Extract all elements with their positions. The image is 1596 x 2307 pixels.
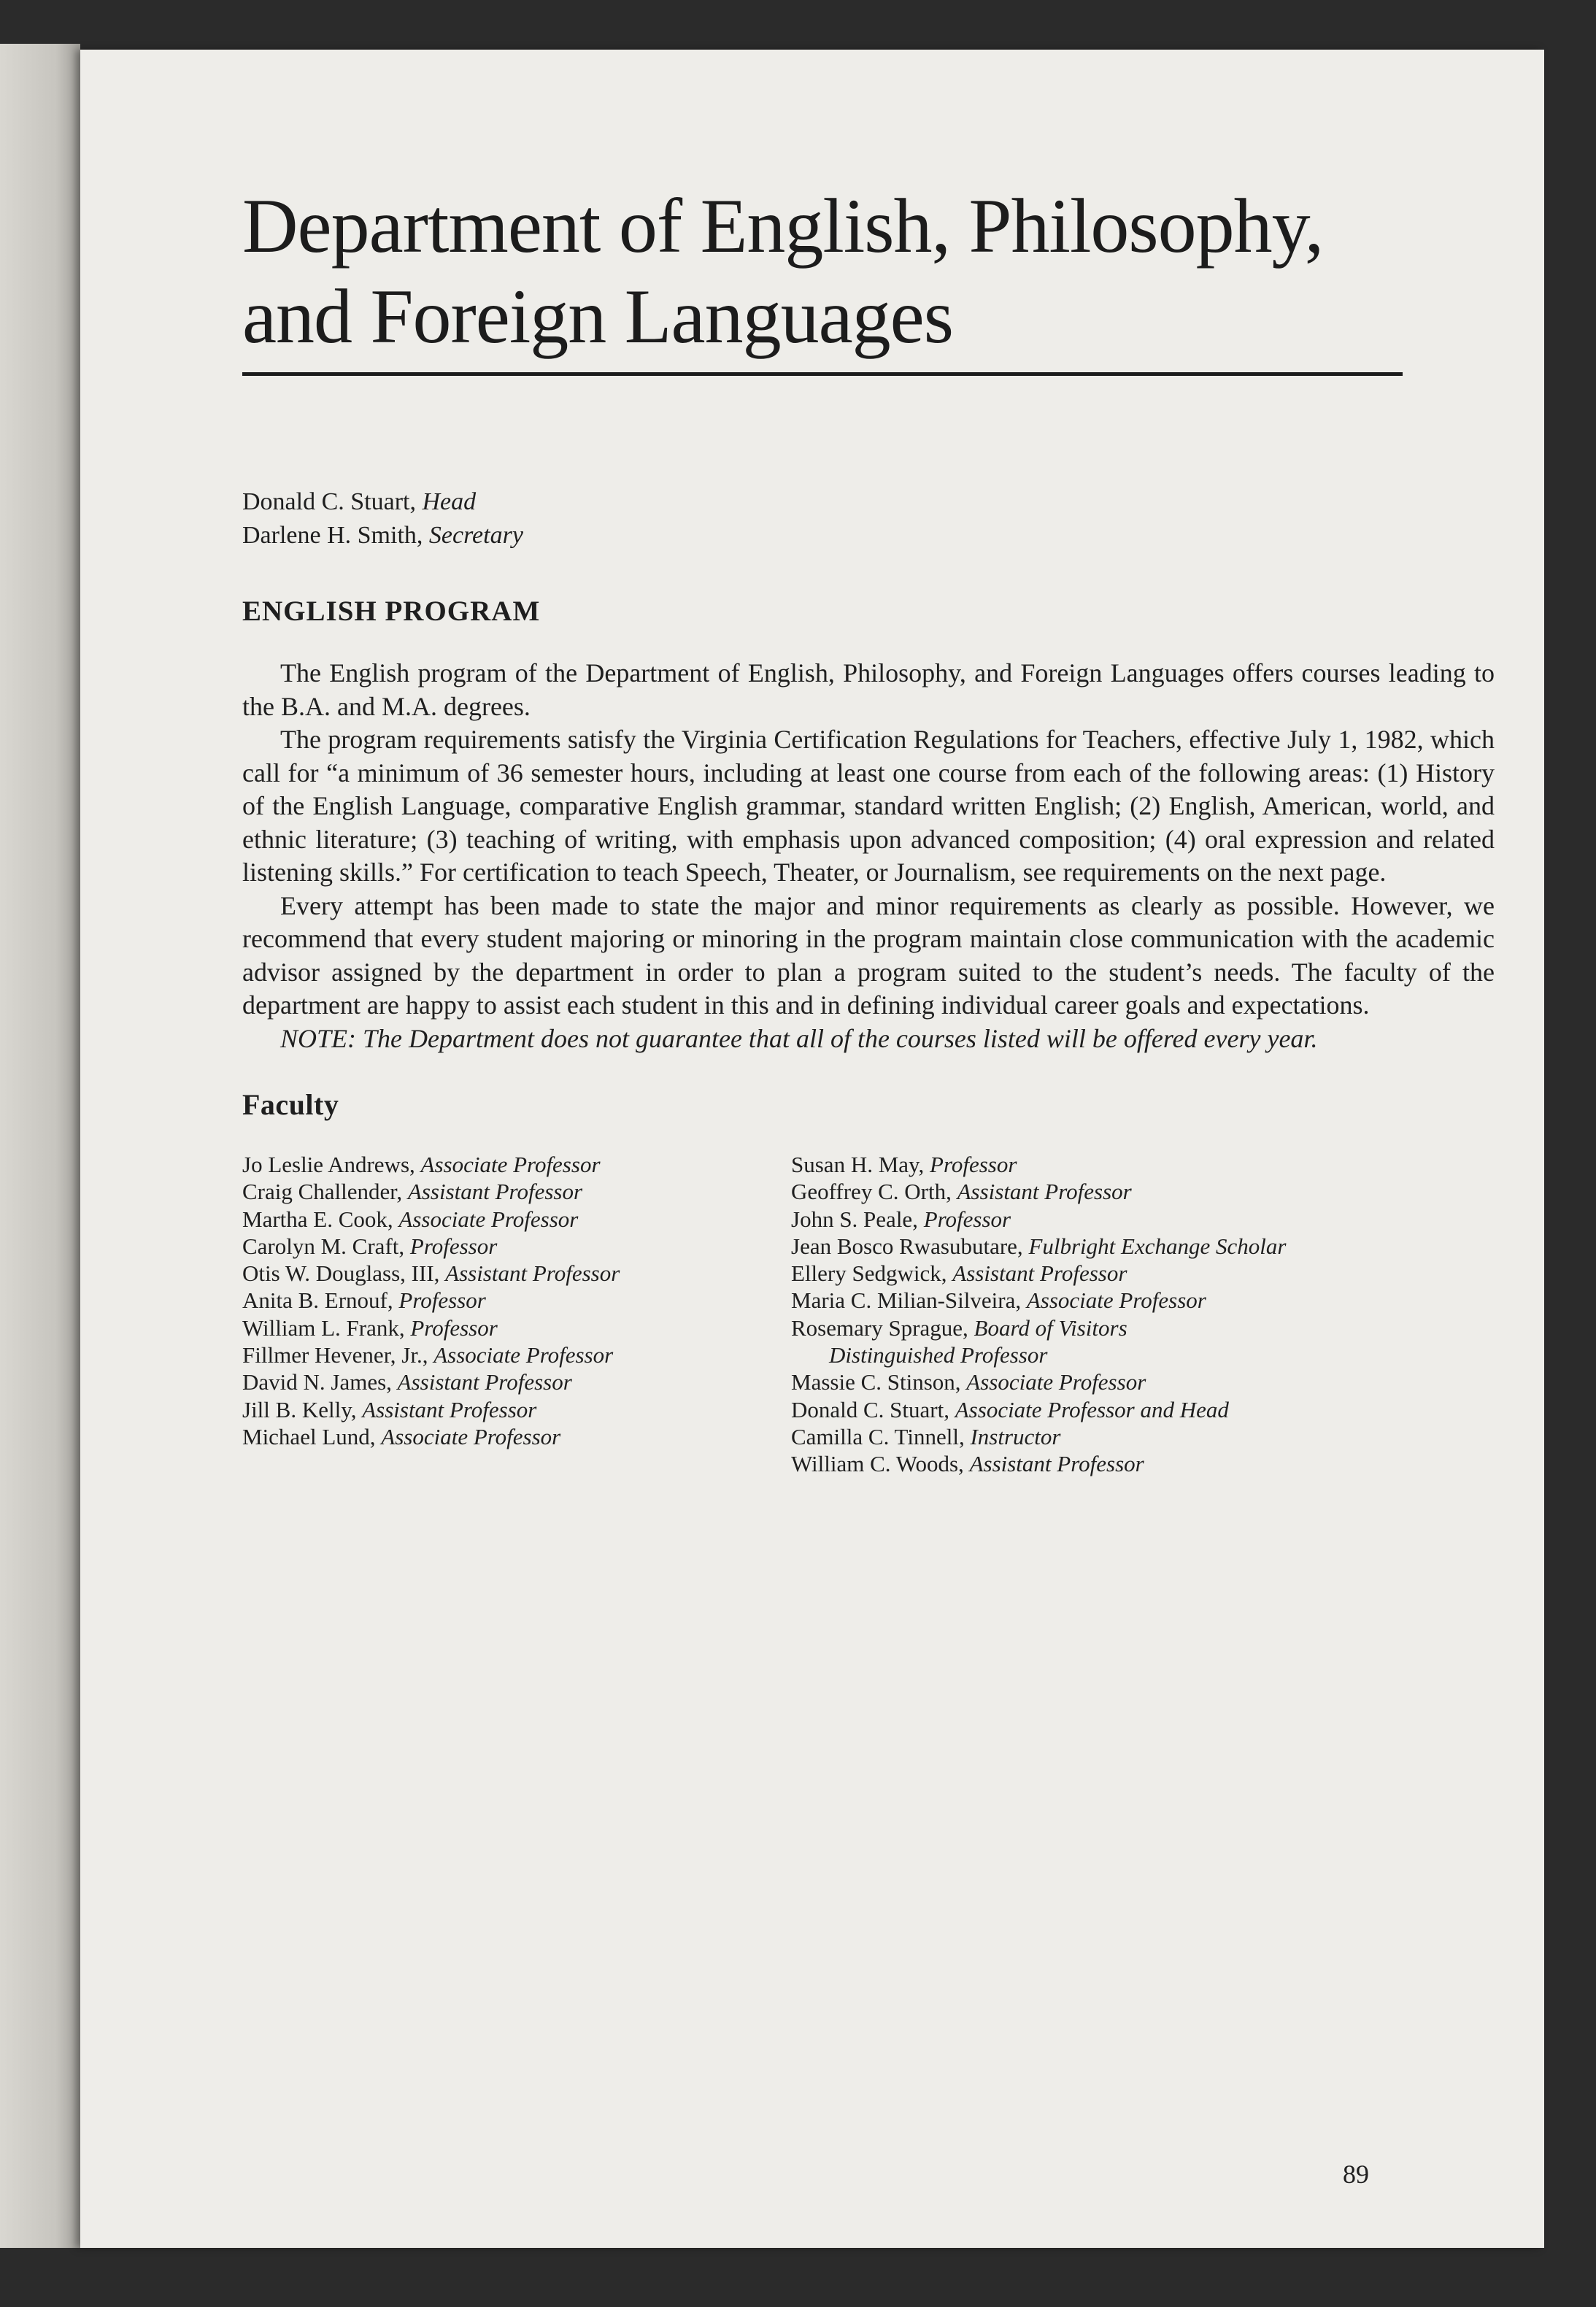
faculty-entry [791,1368,1286,1395]
faculty-name: Anita B. Ernouf, [242,1287,393,1314]
faculty-title: Assistant Professor [362,1396,537,1422]
faculty-entry [242,1396,620,1423]
faculty-name: David N. James, [242,1369,392,1395]
faculty-title: Assistant Professor [969,1451,1144,1477]
faculty-name: Otis W. Douglass, III, [242,1260,440,1287]
faculty-entry [791,1260,1286,1287]
faculty-name: Martha E. Cook, [242,1206,393,1232]
staff-secretary [242,519,1497,552]
faculty-title: Associate Professor [420,1152,601,1177]
faculty-entry [242,1260,620,1287]
faculty-name: Jean Bosco Rwasubutare, [791,1233,1023,1259]
page-number: 89 [1343,2160,1369,2189]
faculty-entry [791,1314,1286,1341]
faculty-title: Professor [930,1152,1017,1177]
faculty-entry-continuation: Distinguished Professor [829,1342,1048,1368]
adjacent-page-edge [0,44,80,2248]
paragraph-degrees: The English program of the Department of English, Philosophy, and Foreign Languages offers courses leading to the B.A. and M.A. degrees. [242,658,1495,721]
staff-role: Secretary [428,522,523,549]
faculty-entry [791,1287,1286,1314]
faculty-name: Michael Lund, [242,1423,376,1449]
faculty-name: Fillmer Hevener, Jr., [242,1342,428,1368]
faculty-title: Professor [398,1287,486,1314]
faculty-title: Associate Professor and Head [955,1396,1229,1422]
faculty-column-right [791,1151,1286,1478]
title-underline [242,372,1403,376]
faculty-entry [242,1178,620,1205]
faculty-list [242,1151,1497,1494]
faculty-entry [242,1233,620,1260]
faculty-heading: Faculty [242,1088,339,1121]
faculty-entry [791,1206,1286,1233]
faculty-entry [791,1450,1286,1477]
page-title-line-2: and Foreign Languages [242,274,953,359]
faculty-title: Associate Professor [381,1423,561,1449]
faculty-column-left [242,1151,620,1450]
faculty-name: Ellery Sedgwick, [791,1260,947,1287]
paragraph-note: NOTE: The Department does not guarantee that all of the courses listed will be offered every year. [280,1023,1318,1053]
faculty-title: Assistant Professor [445,1260,620,1287]
staff-head [242,485,1497,519]
faculty-entry [242,1423,620,1450]
faculty-title: Assistant Professor [957,1179,1132,1205]
faculty-title: Professor [410,1314,498,1341]
staff-name: Donald C. Stuart, [242,488,416,515]
faculty-entry [791,1151,1286,1178]
faculty-name: Jill B. Kelly, [242,1396,357,1422]
faculty-title: Assistant Professor [407,1179,583,1205]
faculty-title: Professor [923,1206,1011,1232]
faculty-entry [791,1396,1286,1423]
faculty-entry [242,1368,620,1395]
faculty-entry [242,1287,620,1314]
staff-name: Darlene H. Smith, [242,522,423,549]
faculty-name: Geoffrey C. Orth, [791,1179,952,1205]
faculty-name: Susan H. May, [791,1152,925,1177]
faculty-title: Fulbright Exchange Scholar [1028,1233,1287,1259]
faculty-name: Craig Challender, [242,1179,403,1205]
faculty-name: Massie C. Stinson, [791,1369,961,1395]
faculty-title: Assistant Professor [397,1369,572,1395]
faculty-entry [791,1233,1286,1260]
faculty-entry [791,1178,1286,1205]
staff-list [242,485,1497,552]
faculty-title: Associate Professor [433,1342,614,1368]
faculty-title: Board of Visitors [974,1314,1127,1341]
staff-role: Head [422,488,477,515]
page-content [242,181,1497,1494]
faculty-title: Professor [409,1233,498,1259]
faculty-title: Associate Professor [1026,1287,1206,1314]
paragraph-advising: Every attempt has been made to state the major and minor requirements as clearly as possible. However, we recommend that every student majoring or minoring in the program maintain close communication with the academic advisor assigned by the department in order to plan a program suited to the student’s needs. The faculty of the department are happy to assist each student in this and in defining individual career goals and expectations. [242,890,1495,1020]
program-description [242,657,1495,1055]
faculty-name: John S. Peale, [791,1206,918,1232]
faculty-title: Assistant Professor [952,1260,1127,1287]
faculty-title: Associate Professor [398,1206,579,1232]
faculty-name: William C. Woods, [791,1451,964,1477]
faculty-title: Associate Professor [966,1369,1146,1395]
faculty-entry [242,1314,620,1341]
faculty-entry [242,1341,620,1368]
faculty-title: Instructor [970,1423,1061,1449]
faculty-name: Rosemary Sprague, [791,1314,968,1341]
faculty-name: Carolyn M. Craft, [242,1233,405,1259]
faculty-name: Jo Leslie Andrews, [242,1152,415,1177]
section-heading-english-program: ENGLISH PROGRAM [242,596,541,627]
faculty-name: Maria C. Milian-Silveira, [791,1287,1022,1314]
page-title [242,181,1497,362]
faculty-name: William L. Frank, [242,1314,405,1341]
document-page [80,50,1544,2248]
faculty-entry [791,1423,1286,1450]
paragraph-certification: The program requirements satisfy the Virginia Certification Regulations for Teachers, effective July 1, 1982, which call for “a minimum of 36 semester hours, including at least one course from each of the following areas: (1) History of the English Language, comparative English grammar, standard written English; (2) English, American, world, and ethnic literature; (3) teaching of writing, with emphasis upon advanced composition; (4) oral expression and related listening skills.” For certification to teach Speech, Theater, or Journalism, see requirements on the next page. [242,725,1495,887]
page-title-line-1: Department of English, Philosophy, [242,183,1324,269]
faculty-entry [242,1206,620,1233]
faculty-name: Donald C. Stuart, [791,1396,949,1422]
faculty-entry [242,1151,620,1178]
faculty-name: Camilla C. Tinnell, [791,1423,965,1449]
